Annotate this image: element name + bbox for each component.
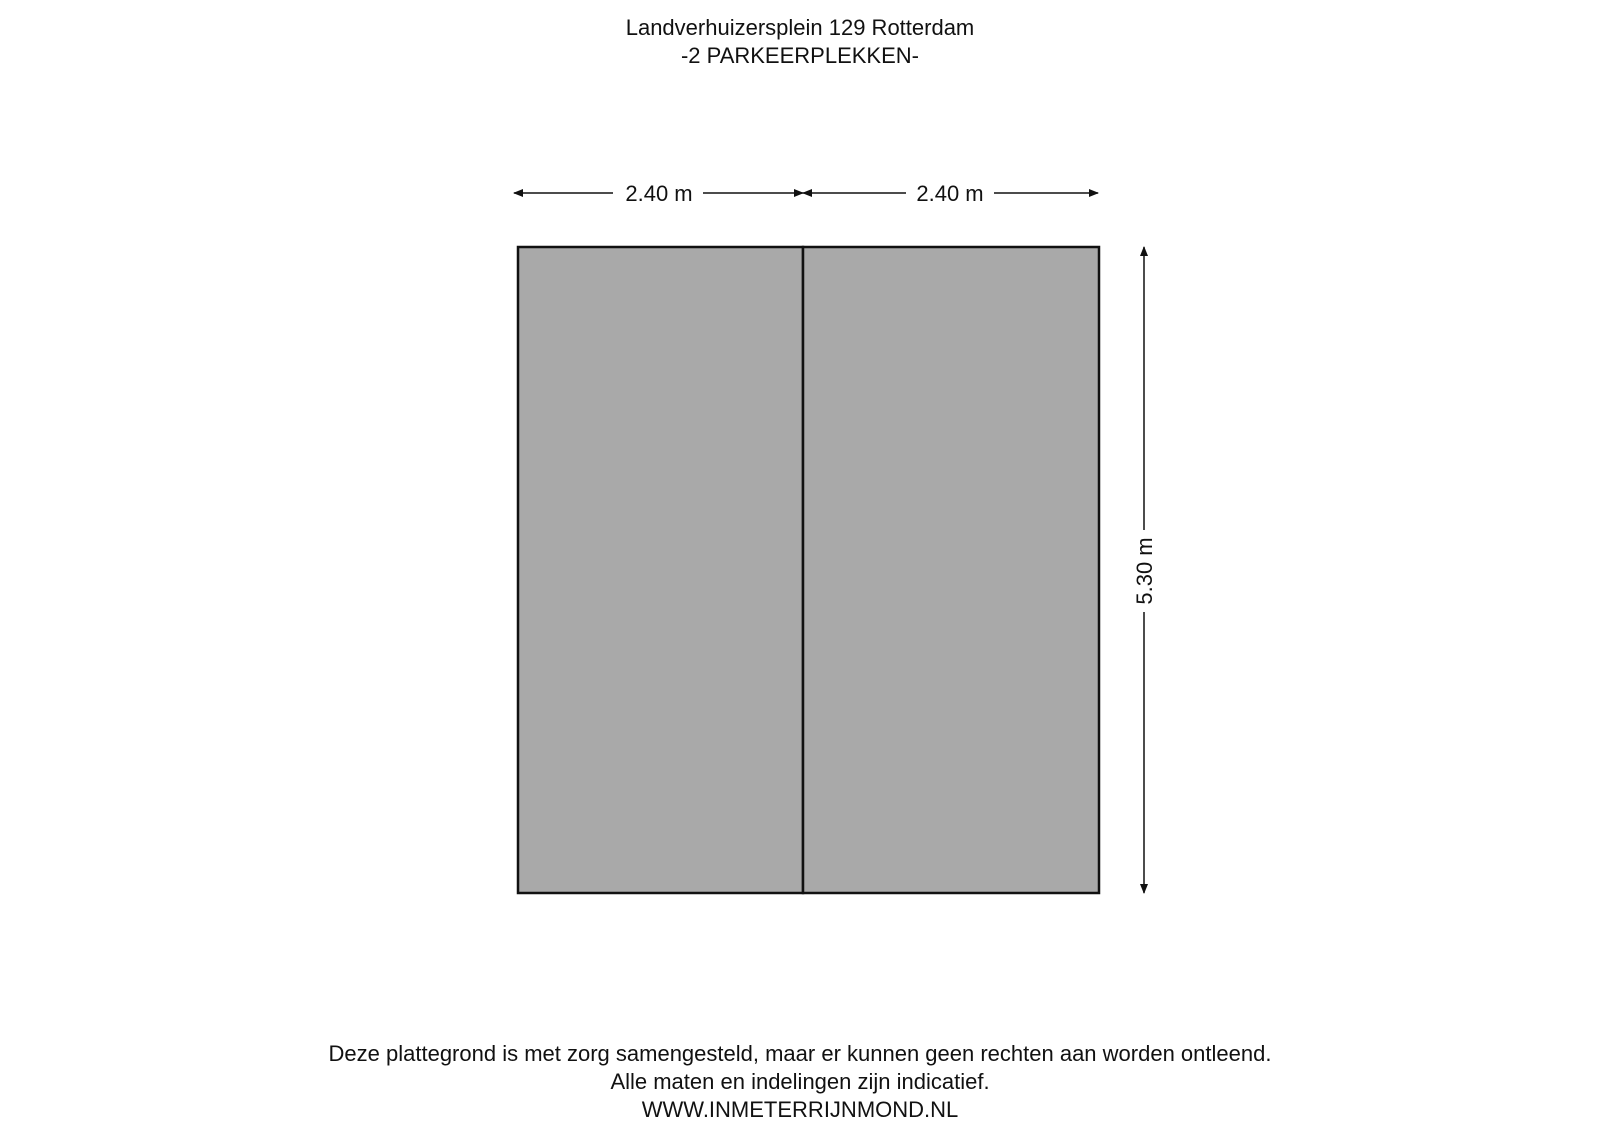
address-title: Landverhuizersplein 129 Rotterdam xyxy=(625,15,975,40)
parking-space-right xyxy=(803,247,1099,893)
dimension-width-left xyxy=(514,181,803,206)
parking-space-left xyxy=(518,247,803,893)
dimension-label-width-right: 2.40 m xyxy=(916,181,984,206)
dimension-label-depth: 5.30 m xyxy=(1132,537,1157,605)
indicative-note: Alle maten en indelingen zijn indicatief. xyxy=(610,1069,990,1094)
plan-subtitle: -2 PARKEERPLEKKEN- xyxy=(680,43,919,68)
disclaimer-text: Deze plattegrond is met zorg samengesteld, maar er kunnen geen rechten aan worden ontleend. xyxy=(328,1041,1272,1066)
footer-block xyxy=(0,1040,1600,1124)
dimension-depth xyxy=(1132,247,1157,893)
dimension-label-width-left: 2.40 m xyxy=(625,181,693,206)
website-text: WWW.INMETERRIJNMOND.NL xyxy=(641,1097,959,1122)
dimension-width-right xyxy=(803,181,1098,206)
